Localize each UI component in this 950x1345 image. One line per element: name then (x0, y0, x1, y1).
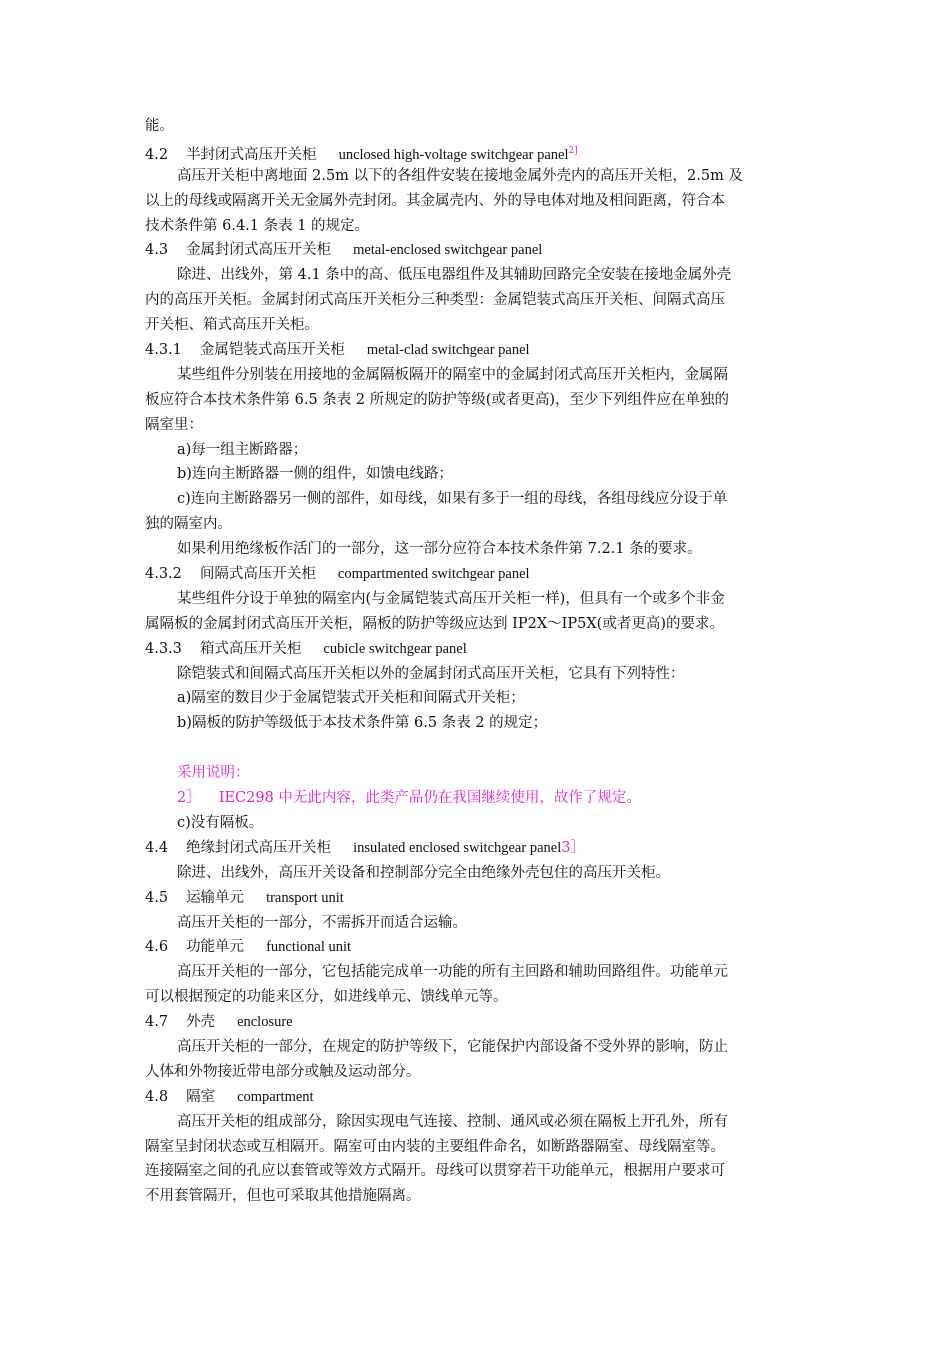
body-line: 除进、出线外，第 4.1 条中的高、低压电器组件及其辅助回路完全安装在接地金属外壳 (177, 267, 732, 284)
body-line: 如果利用绝缘板作活门的一部分，这一部分应符合本技术条件第 7.2.1 条的要求。 (177, 541, 702, 558)
heading-4-8 (145, 1085, 810, 1110)
clause-title-en: unclosed high-voltage switchgear panel (338, 146, 569, 163)
clause-number: 4.6 (145, 939, 169, 956)
body-line: 内的高压开关柜。金属封闭式高压开关柜分三种类型：金属铠装式高压开关柜、间隔式高压 (145, 292, 725, 309)
clause-title-en: functional unit (266, 939, 352, 956)
body-line: 某些组件分别装在用接地的金属隔板隔开的隔室中的金属封闭式高压开关柜内，金属隔 (177, 366, 728, 383)
body-line: 高压开关柜的一部分，它包括能完成单一功能的所有主回路和辅助回路组件。功能单元 (177, 964, 728, 981)
heading-4-7 (145, 1010, 810, 1035)
paragraph-continuation: 能。 (145, 118, 174, 134)
clause-title-en: compartment (237, 1088, 314, 1105)
heading-4-2 (145, 139, 810, 164)
body-line: 技术条件第 6.4.1 条表 1 的规定。 (145, 217, 370, 234)
clause-number: 4.3.2 (145, 566, 182, 583)
body-line: 某些组件分设于单独的隔室内(与金属铠装式高压开关柜一样)，但具有一个或多个非金 (177, 590, 725, 607)
body-line: 除铠装式和间隔式高压开关柜以外的金属封闭式高压开关柜，它具有下列特性： (177, 665, 685, 682)
clause-title-cn: 箱式高压开关柜 (199, 640, 302, 657)
list-item: b)连向主断路器一侧的组件，如馈电线路； (177, 466, 453, 483)
clause-number: 4.3 (145, 242, 169, 259)
clause-number: 4.2 (145, 146, 169, 163)
footnote-marker: 3］ (561, 839, 585, 856)
list-item: c)没有隔板。 (177, 814, 264, 831)
clause-title-cn: 间隔式高压开关柜 (199, 566, 316, 583)
body-line: 高压开关柜的一部分，不需拆开而适合运输。 (177, 914, 467, 931)
body-line: 可以根据预定的功能来区分，如进线单元、馈线单元等。 (145, 989, 508, 1006)
body-line: 高压开关柜中离地面 2.5m 以下的各组件安装在接地金属外壳内的高压开关柜，2.5m 及 (177, 167, 743, 184)
adoption-note-title: 采用说明： (177, 765, 250, 782)
clause-number: 4.7 (145, 1014, 169, 1031)
body-line: 人体和外物接近带电部分或触及运动部分。 (145, 1063, 421, 1080)
adoption-note (145, 786, 810, 811)
list-item: b)隔板的防护等级低于本技术条件第 6.5 条表 2 的规定； (177, 715, 548, 732)
heading-4-4 (145, 836, 810, 861)
body-line: 开关柜、箱式高压开关柜。 (145, 317, 319, 334)
clause-title-cn: 金属铠装式高压开关柜 (199, 342, 345, 359)
body-line: 连接隔室之间的孔应以套管或等效方式隔开。母线可以贯穿若干功能单元，根据用户要求可 (145, 1163, 725, 1180)
list-item: a)隔室的数目少于金属铠装式开关柜和间隔式开关柜； (177, 690, 525, 707)
clause-number: 4.4 (145, 839, 169, 856)
clause-title-en: compartmented switchgear panel (337, 566, 530, 583)
heading-4-3-3 (145, 637, 810, 662)
footnote-marker: 2] (568, 145, 578, 156)
clause-title-cn: 金属封闭式高压开关柜 (186, 242, 332, 259)
clause-title-cn: 半封闭式高压开关柜 (186, 146, 317, 163)
body-line: 不用套管隔开，但也可采取其他措施隔离。 (145, 1188, 421, 1205)
clause-title-cn: 功能单元 (186, 939, 245, 956)
heading-4-3-2 (145, 562, 810, 587)
clause-number: 4.5 (145, 889, 169, 906)
body-line: 高压开关柜的一部分，在规定的防护等级下，它能保护内部设备不受外界的影响，防止 (177, 1038, 728, 1055)
body-line: 隔室里： (145, 416, 203, 433)
body-line: 高压开关柜的组成部分，除因实现电气连接、控制、通风或必须在隔板上开孔外，所有 (177, 1113, 728, 1130)
clause-title-en: transport unit (266, 889, 344, 906)
body-line: 除进、出线外，高压开关设备和控制部分完全由绝缘外壳包住的高压开关柜。 (177, 864, 670, 881)
adoption-note-number: 2］ (177, 790, 201, 807)
body-line: 以上的母线或隔离开关无金属外壳封闭。其金属壳内、外的导电体对地及相间距离，符合本 (145, 192, 725, 209)
clause-title-en: metal-clad switchgear panel (366, 342, 530, 359)
clause-number: 4.8 (145, 1088, 169, 1105)
spacer (145, 736, 810, 761)
adoption-note-text: IEC298 中无此内容，此类产品仍在我国继续使用，故作了规定。 (218, 790, 641, 807)
heading-4-5 (145, 886, 810, 911)
clause-title-en: enclosure (237, 1014, 293, 1031)
body-line: 隔室呈封闭状态或互相隔开。隔室可由内装的主要组件命名，如断路器隔室、母线隔室等。 (145, 1138, 725, 1155)
clause-title-en: cubicle switchgear panel (323, 640, 467, 657)
clause-title-cn: 外壳 (186, 1014, 216, 1031)
heading-4-6 (145, 935, 810, 960)
clause-number: 4.3.1 (145, 342, 182, 359)
clause-title-en: metal-enclosed switchgear panel (353, 242, 543, 259)
list-item: a)每一组主断路器； (177, 441, 308, 458)
heading-4-3 (145, 238, 810, 263)
list-item: c)连向主断路器另一侧的部件，如母线，如果有多于一组的母线，各组母线应分设于单 (177, 491, 728, 508)
list-item-continuation: 独的隔室内。 (145, 516, 232, 533)
clause-title-cn: 隔室 (186, 1088, 216, 1105)
clause-title-en: insulated enclosed switchgear panel (353, 839, 562, 856)
body-line: 属隔板的金属封闭式高压开关柜，隔板的防护等级应达到 IP2X～IP5X(或者更高)的要求。 (145, 615, 724, 632)
body-line: 板应符合本技术条件第 6.5 条表 2 所规定的防护等级(或者更高)，至少下列组件应在单独的 (145, 391, 730, 408)
clause-title-cn: 绝缘封闭式高压开关柜 (186, 839, 332, 856)
clause-number: 4.3.3 (145, 640, 182, 657)
heading-4-3-1 (145, 338, 810, 363)
clause-title-cn: 运输单元 (186, 889, 245, 906)
document-page (145, 114, 810, 1209)
